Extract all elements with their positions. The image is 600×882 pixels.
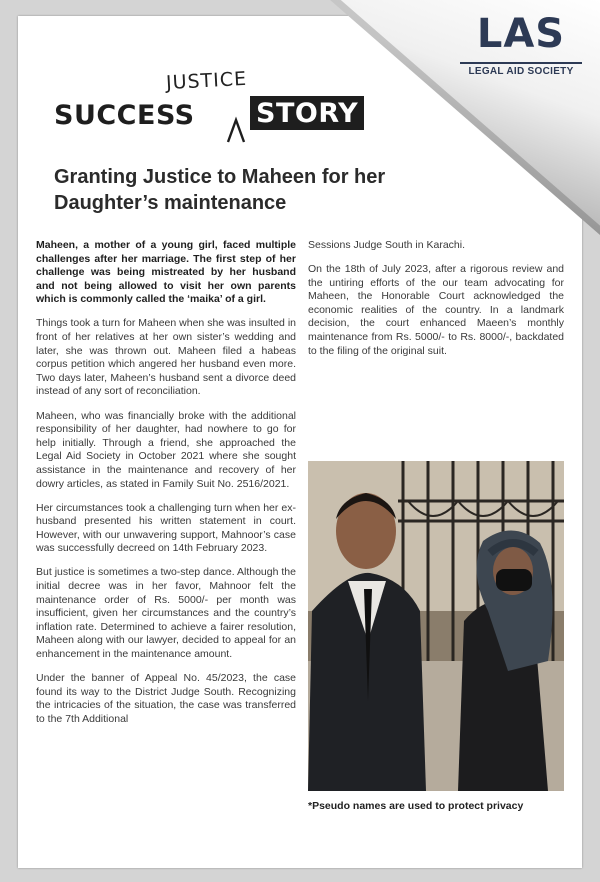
paragraph: Things took a turn for Maheen when she was insulted in front of her relatives at her own sister’s wedding and later, she was thrown out. Maheen filed a habeas corpus petition which angered her husband even more. Two days later, Maheen’s husband sent a divorce deed instead of any sort of reconciliation. xyxy=(36,317,296,398)
heading-story-word: STORY xyxy=(250,96,364,130)
right-column xyxy=(308,239,564,369)
lawyer-client-photo xyxy=(308,461,564,791)
left-column xyxy=(36,239,296,737)
paragraph: Sessions Judge South in Karachi. xyxy=(308,239,466,251)
privacy-caption: *Pseudo names are used to protect privacy xyxy=(308,800,524,812)
heading-success-word: SUCCESS xyxy=(54,100,195,131)
paragraph: Maheen, who was financially broke with the additional responsibility of her daughter, had nowhere to go for help initially. Through a friend, she approached the Legal Aid Society in October 2021 where she sought assistance in the maintenance and recovery of her dowry articles, as stated in Family Suit No. 2516/2021. xyxy=(36,409,296,490)
logo-wordmark: LAS xyxy=(476,11,566,57)
article-title: Granting Justice to Maheen for her Daughter’s maintenance xyxy=(54,166,386,214)
paragraph: Under the banner of Appeal No. 45/2023, the case found its way to the District Judge South. Recognizing the intricacies of the situation, the case was transferred to the 7th Additional xyxy=(36,672,296,725)
paragraph: On the 18th of July 2023, after a rigorous review and the untiring efforts of the our team advocating for Maheen, the Honorable Court acknowledged the economic realities of the country. In a landmark decision, the court enhanced Maeen’s monthly maintenance from Rs. 5000/- to Rs. 8000/-, backdated to the filing of the original suit. xyxy=(308,263,564,357)
paragraph: Her circumstances took a challenging turn when her ex-husband presented his written statement in court. However, with our unwavering support, Mahnoor’s case was successfully decreed on 14th February 2023. xyxy=(36,501,296,555)
logo-subtitle: LEGAL AID SOCIETY xyxy=(468,66,574,77)
logo-divider xyxy=(460,62,582,64)
photo-illustration xyxy=(308,461,564,791)
paragraph: But justice is sometimes a two-step dance. Although the initial decree was in her favor, Mahnoor felt the maintenance order of Rs. 5000/- per month was insufficient, given her circumstances and the country’s inflation rate. Determined to achieve a fairer resolution, Maheen along with our lawyer, decided to appeal for an enhancement in the maintenance amount. xyxy=(36,566,296,661)
las-logo xyxy=(458,10,584,82)
insertion-caret-icon xyxy=(226,114,246,144)
lead-paragraph: Maheen, a mother of a young girl, faced multiple challenges after her marriage. The first step of her challenge was being mistreated by her husband and not being allowed to visit her own parents which is commonly called the ‘maika’ of a girl. xyxy=(36,239,296,306)
success-story-heading xyxy=(54,66,384,146)
heading-justice-word: JUSTICE xyxy=(165,67,248,95)
